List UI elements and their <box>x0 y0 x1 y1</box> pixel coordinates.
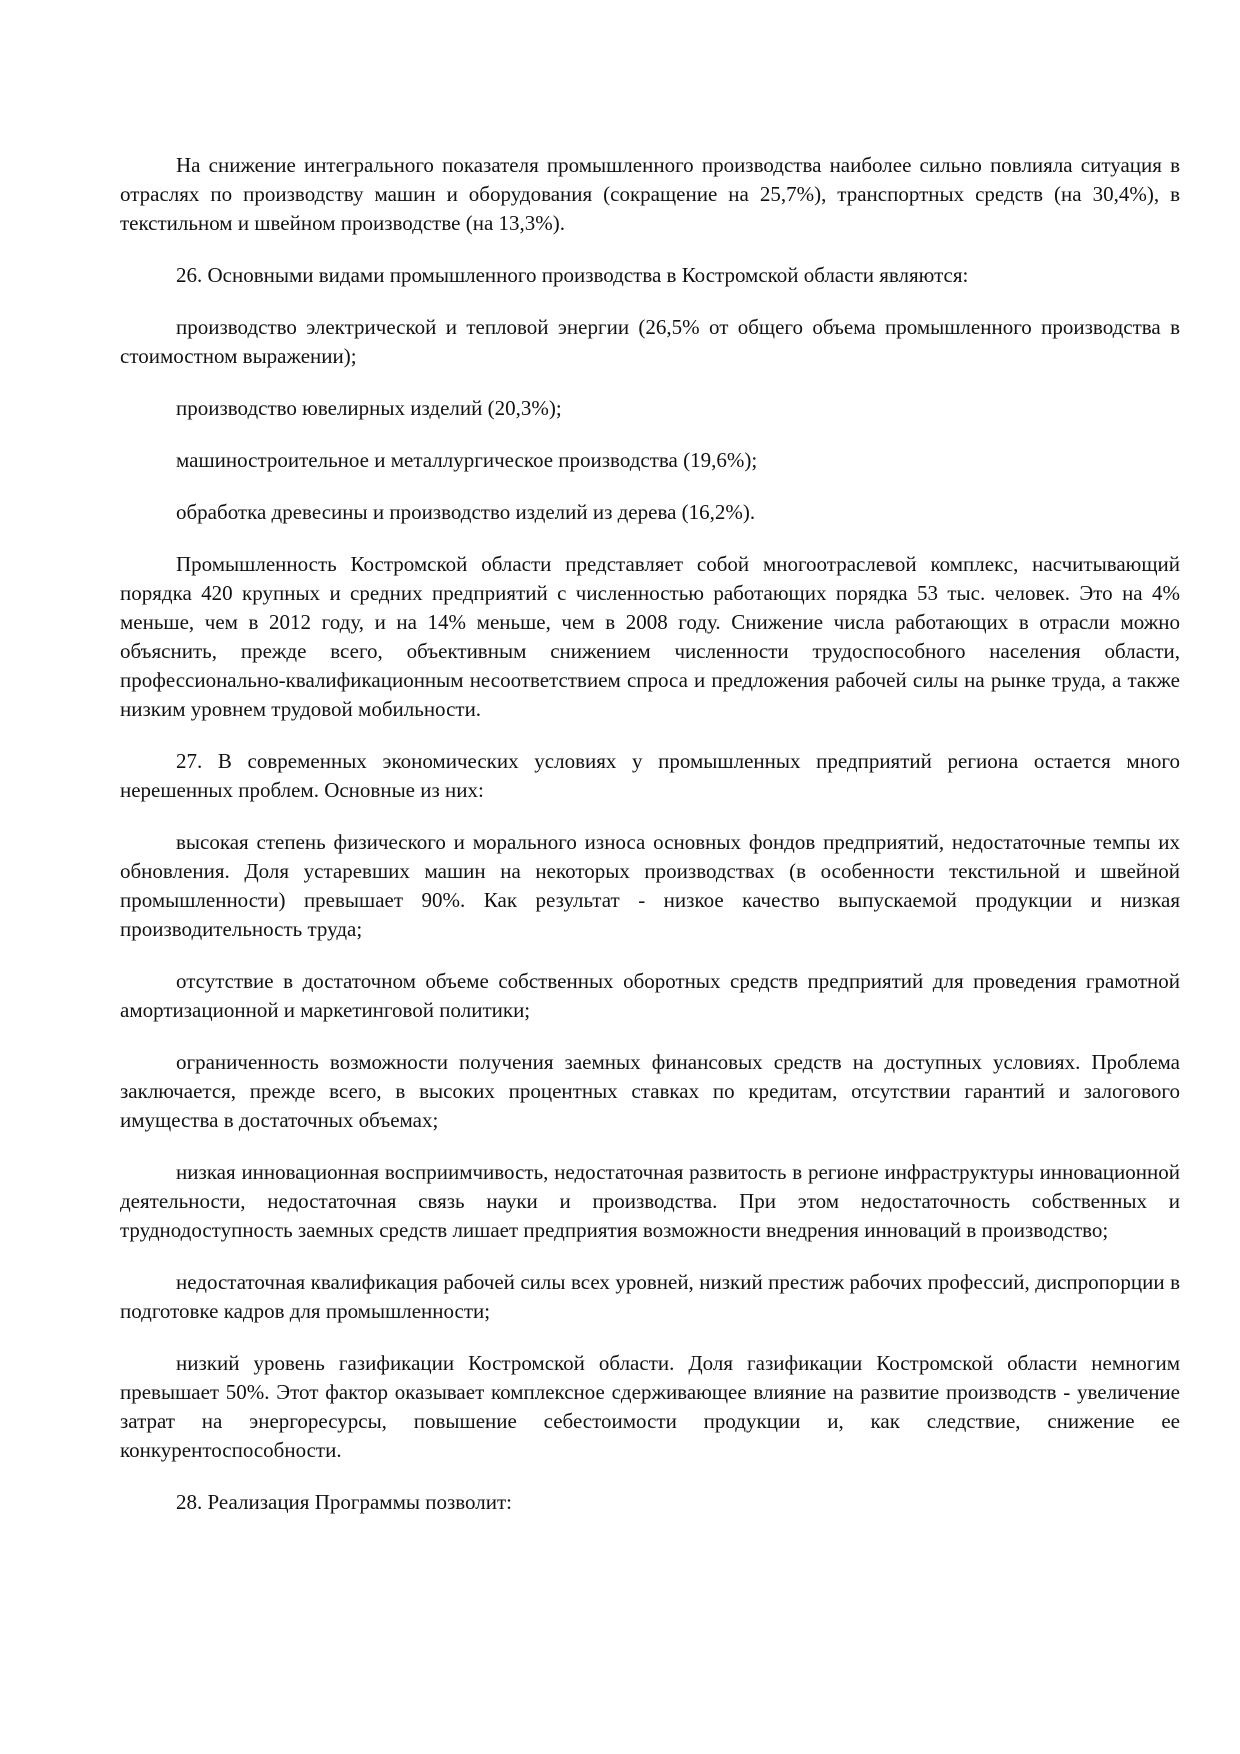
paragraph: производство электрической и тепловой энергии (26,5% от общего объема промышленного производства в стоимостном выражении); <box>120 315 1180 368</box>
paragraph: недостаточная квалификация рабочей силы всех уровней, низкий престиж рабочих профессий, диспропорции в подготовке кадров для промышленности; <box>120 1270 1180 1323</box>
paragraph: производство ювелирных изделий (20,3%); <box>176 396 562 420</box>
paragraph: 27. В современных экономических условиях у промышленных предприятий региона остается много нерешенных проблем. Основные из них: <box>120 749 1180 802</box>
paragraph: машиностроительное и металлургическое производства (19,6%); <box>176 448 758 472</box>
paragraph: 26. Основными видами промышленного производства в Костромской области являются: <box>176 263 969 287</box>
paragraph: На снижение интегрального показателя промышленного производства наиболее сильно повлияла ситуация в отраслях по производству машин и оборудования (сокращение на 25,7%), транспортных средств (на 30,4%), в текстильном и швейном производстве (на 13,3%). <box>120 153 1180 235</box>
paragraph: Промышленность Костромской области представляет собой многоотраслевой комплекс, насчитывающий порядка 420 крупных и средних предприятий с численностью работающих порядка 53 тыс. человек. Это на 4% меньше, чем в 2012 году, и на 14% меньше, чем в 2008 году. Снижение числа работающих в отрасли можно объяснить, прежде всего, объективным снижением численности трудоспособного населения области, профессионально-квалификационным несоответствием спроса и предложения рабочей силы на рынке труда, а также низким уровнем трудовой мобильности. <box>120 552 1180 721</box>
paragraph: ограниченность возможности получения заемных финансовых средств на доступных условиях. Проблема заключается, прежде всего, в высоких процентных ставках по кредитам, отсутствии гарантий и залогового имущества в достаточных объемах; <box>120 1050 1180 1132</box>
paragraph: обработка древесины и производство изделий из дерева (16,2%). <box>176 500 756 524</box>
paragraph: низкая инновационная восприимчивость, недостаточная развитость в регионе инфраструктуры инновационной деятельности, недостаточная связь науки и производства. При этом недостаточность собственных и труднодоступность заемных средств лишает предприятия возможности внедрения инноваций в производство; <box>120 1160 1180 1242</box>
paragraph: низкий уровень газификации Костромской области. Доля газификации Костромской области немногим превышает 50%. Этот фактор оказывает комплексное сдерживающее влияние на развитие производств - увеличение затрат на энергоресурсы, повышение себестоимости продукции и, как следствие, снижение ее конкурентоспособности. <box>120 1351 1180 1462</box>
paragraph: 28. Реализация Программы позволит: <box>176 1490 512 1514</box>
paragraph: отсутствие в достаточном объеме собственных оборотных средств предприятий для проведения грамотной амортизационной и маркетинговой политики; <box>120 969 1180 1022</box>
document-page <box>120 151 1180 1540</box>
paragraph: высокая степень физического и морального износа основных фондов предприятий, недостаточные темпы их обновления. Доля устаревших машин на некоторых производствах (в особенности текстильной и швейной промышленности) превышает 90%. Как результат - низкое качество выпускаемой продукции и низкая производительность труда; <box>120 830 1180 941</box>
